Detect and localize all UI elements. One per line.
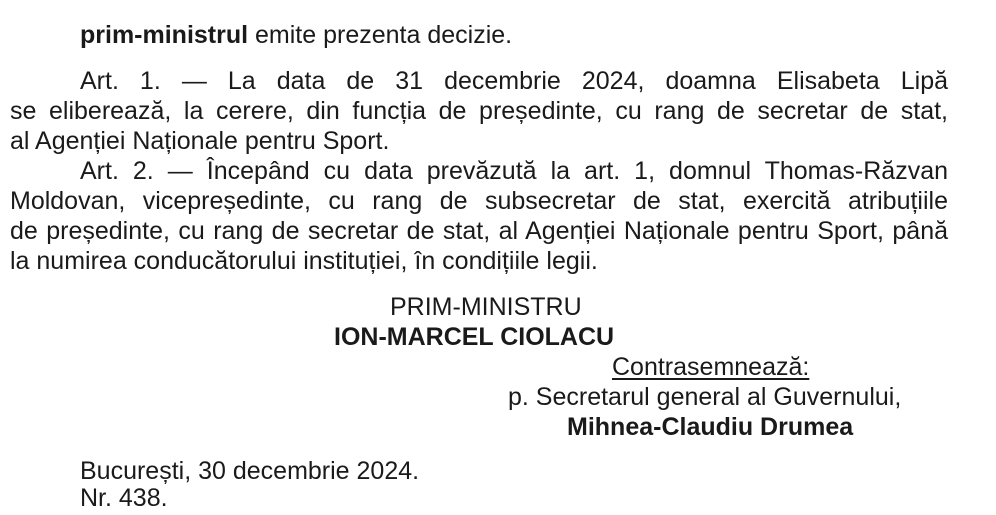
signature-title: PRIM-MINISTRU: [390, 293, 582, 321]
countersign-name: Mihnea-Claudiu Drumea: [567, 413, 854, 441]
countersign-label: Contrasemnează:: [612, 353, 810, 381]
art2-line-2: Moldovan, vicepreședinte, cu rang de subsecretar de stat, exercită atribuțiile: [10, 187, 948, 215]
art2-line-1: Art. 2. — Începând cu data prevăzută la art. 1, domnul Thomas-Răzvan: [80, 157, 948, 185]
signature-name: ION-MARCEL CIOLACU: [334, 323, 615, 351]
art1-line-3: al Agenției Naționale pentru Sport.: [10, 127, 390, 155]
intro-bold-text: prim-ministrul: [80, 21, 249, 49]
art1-line-1: Art. 1. — La data de 31 decembrie 2024, doamna Elisabeta Lipă: [80, 67, 948, 95]
decision-number: Nr. 438.: [80, 484, 168, 512]
place-date: București, 30 decembrie 2024.: [80, 457, 420, 485]
art2-line-4: la numirea conducătorului instituției, în condițiile legii.: [10, 247, 598, 275]
art2-line-3: de președinte, cu rang de secretar de stat, al Agenției Naționale pentru Sport, până: [10, 217, 948, 245]
intro-line: [80, 20, 512, 50]
intro-rest-text: emite prezenta decizie.: [248, 21, 513, 49]
countersign-role: p. Secretarul general al Guvernului,: [508, 383, 902, 411]
art1-line-2: se eliberează, la cerere, din funcția de președinte, cu rang de secretar de stat,: [10, 97, 948, 125]
